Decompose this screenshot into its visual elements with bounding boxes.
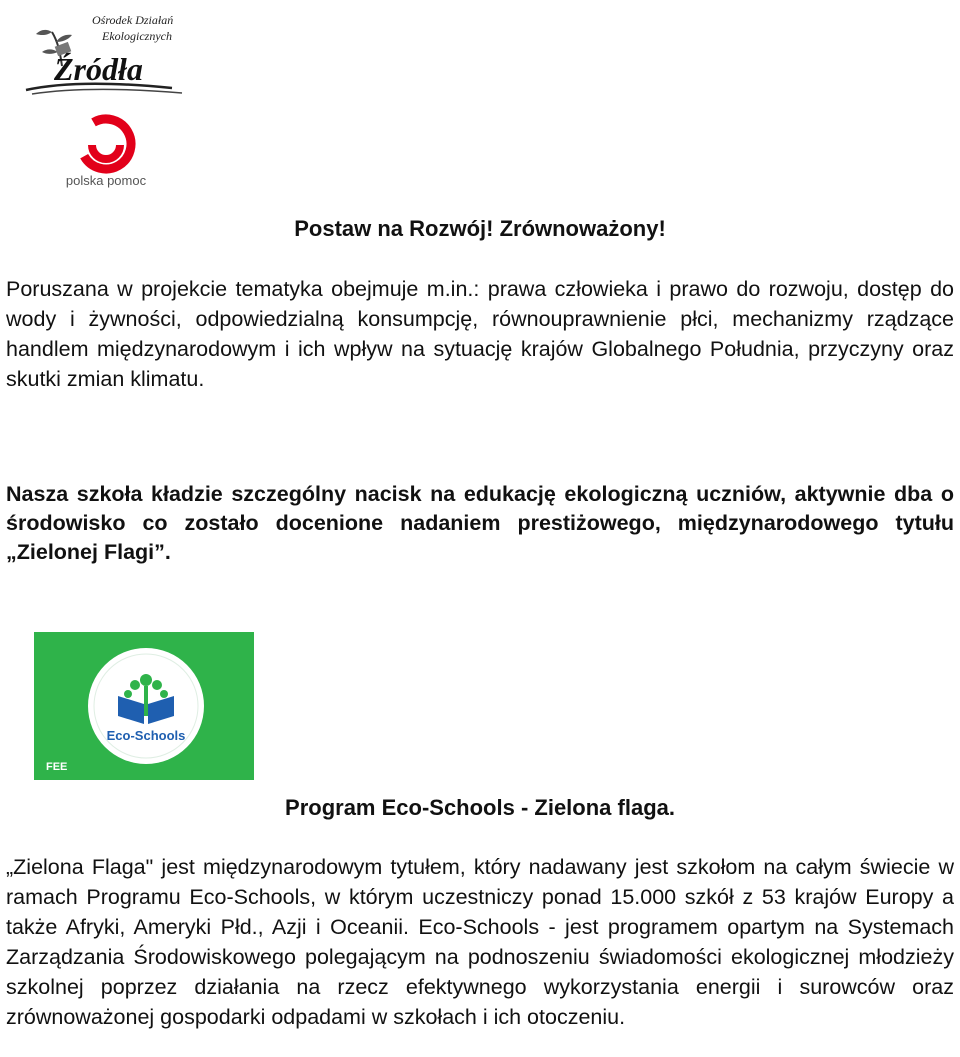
zrodla-name: Źródła bbox=[54, 51, 143, 87]
zrodla-line1: Ośrodek Działań bbox=[92, 13, 174, 27]
eco-schools-paragraph: „Zielona Flaga" jest międzynarodowym tytułem, który nadawany jest szkołom na całym świecie w ramach Programu Eco-Schools, w którym uczestniczy ponad 15.000 szkół z 53 krajów Europy a także Afryki, Ameryki Płd., Azji i Oceanii. Eco-Schools - jest programem opartym na Systemach Zarządzania Środowiskowego polegającym na podnoszeniu świadomości ekologicznej młodzieży szkolnej poprzez działania na rzecz efektywnego wykorzystania energii i surowców oraz zrównoważonej gospodarki odpadami w szkołach i ich otoczeniu. bbox=[6, 855, 954, 1029]
polska-pomoc-label: polska pomoc bbox=[65, 173, 147, 188]
project-topics-paragraph: Poruszana w projekcie tematyka obejmuje m.in.: prawa człowieka i prawo do rozwoju, dostęp do wody i żywności, odpowiedzialną konsumpcję, równouprawnienie płci, mechanizmy rządzące handlem międzynarodowym i ich wpływ na sytuację krajów Globalnego Południa, przyczyny oraz skutki zmian klimatu. bbox=[6, 277, 954, 391]
zrodla-logo bbox=[22, 8, 197, 98]
eco-schools-title: Program Eco-Schools - Zielona flaga. bbox=[285, 795, 675, 820]
page-title: Postaw na Rozwój! Zrównoważony! bbox=[294, 216, 666, 241]
eco-schools-flag-graphic bbox=[34, 632, 254, 780]
zrodla-line2: Ekologicznych bbox=[102, 29, 172, 43]
eco-schools-flag bbox=[34, 632, 254, 780]
eco-schools-badge-text: Eco-Schools bbox=[106, 728, 186, 743]
school-ecology-paragraph: Nasza szkoła kładzie szczególny nacisk na edukację ekologiczną uczniów, aktywnie dba o środowisko co zostało docenione nadaniem prestiżowego, międzynarodowego tytułu „Zielonej Flagi”. bbox=[6, 482, 954, 564]
polska-pomoc-logo bbox=[52, 112, 162, 192]
fee-corner-text: FEE bbox=[46, 761, 68, 773]
zrodla-logo-graphic bbox=[22, 8, 197, 98]
polska-pomoc-logo-graphic bbox=[52, 112, 162, 192]
